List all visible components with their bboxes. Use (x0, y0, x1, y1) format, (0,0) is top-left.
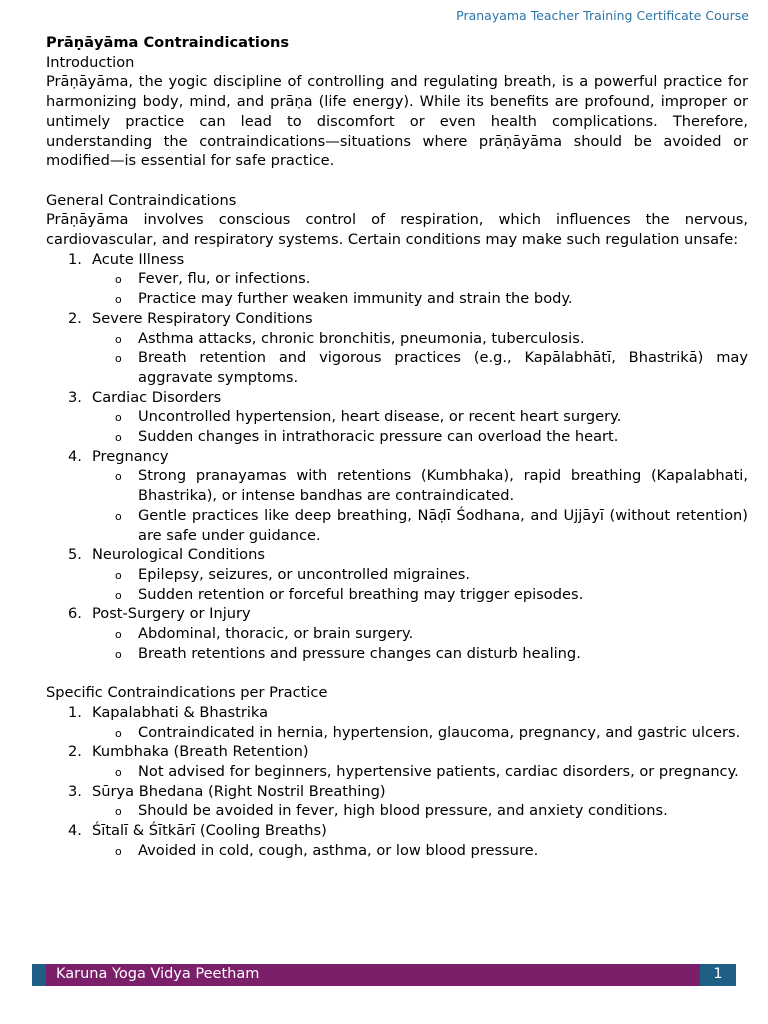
bullet-icon: o (115, 765, 122, 779)
sub-list-item (92, 289, 748, 309)
sub-list (92, 841, 748, 861)
sub-list-text: Epilepsy, seizures, or uncontrolled migraines. (138, 565, 471, 583)
bullet-icon: o (115, 293, 122, 307)
sub-list-item (92, 841, 748, 861)
list-item-number: 1. (68, 250, 82, 268)
list-item-number: 1. (68, 703, 82, 721)
sub-list (92, 723, 748, 743)
sub-list-text: Practice may further weaken immunity and strain the body. (138, 290, 573, 308)
sub-list-item (92, 644, 748, 664)
list-item-number: 3. (68, 782, 82, 800)
intro-paragraph: Prāṇāyāma, the yogic discipline of controlling and regulating breath, is a powerful practice for harmonizing body, mind, and prāṇa (life energy). While its benefits are profound, improper or untimely practice can lead to discomfort or even health complications. Therefore, understanding the contraindications—situations where prāṇāyāma should be avoided or modified—is essential for safe practice. (46, 73, 748, 170)
sub-list-item (92, 466, 748, 505)
sub-list (92, 565, 748, 604)
sub-list (92, 624, 748, 663)
list-item-label: Post-Surgery or Injury (92, 605, 251, 623)
sub-list-item (92, 348, 748, 387)
list-item (46, 703, 748, 742)
list-item-label: Severe Respiratory Conditions (92, 309, 313, 327)
list-item (46, 604, 748, 663)
sub-list-item (92, 801, 748, 821)
list-item-label: Kumbhaka (Breath Retention) (92, 743, 309, 761)
specific-contraindications-list (46, 703, 748, 861)
sub-list-text: Not advised for beginners, hypertensive patients, cardiac disorders, or pregnancy. (138, 762, 739, 780)
intro-heading: Introduction (46, 53, 135, 71)
list-item (46, 447, 748, 546)
sub-list-item (92, 762, 748, 782)
general-contraindications-list (46, 250, 748, 664)
list-item (46, 821, 748, 860)
sub-list-item (92, 624, 748, 644)
sub-list-item (92, 269, 748, 289)
sub-list (92, 407, 748, 446)
list-item-number: 2. (68, 309, 82, 327)
sub-list-text: Asthma attacks, chronic bronchitis, pneumonia, tuberculosis. (138, 329, 585, 347)
bullet-icon: o (115, 726, 122, 740)
bullet-icon: o (115, 273, 122, 287)
list-item-label: Śītalī & Śītkārī (Cooling Breaths) (92, 822, 327, 840)
list-item-label: Cardiac Disorders (92, 388, 222, 406)
list-item (46, 250, 748, 309)
sub-list (92, 466, 748, 545)
list-item-number: 3. (68, 388, 82, 406)
sub-list-item (92, 723, 748, 743)
bullet-icon: o (115, 352, 122, 366)
footer-left-accent (32, 964, 46, 986)
bullet-icon: o (115, 509, 122, 523)
list-item-number: 6. (68, 605, 82, 623)
sub-list-text: Contraindicated in hernia, hypertension, glaucoma, pregnancy, and gastric ulcers. (138, 723, 741, 741)
sub-list-item (92, 329, 748, 349)
footer-organization: Karuna Yoga Vidya Peetham (56, 966, 260, 982)
sub-list-text: Sudden changes in intrathoracic pressure can overload the heart. (138, 428, 619, 446)
sub-list-item (92, 585, 748, 605)
bullet-icon: o (115, 568, 122, 582)
list-item-number: 4. (68, 447, 82, 465)
page-number: 1 (713, 966, 723, 982)
sub-list-text: Should be avoided in fever, high blood pressure, and anxiety conditions. (138, 802, 668, 820)
sub-list-text: Breath retentions and pressure changes can disturb healing. (138, 644, 581, 662)
sub-list-item (92, 506, 748, 545)
bullet-icon: o (115, 332, 122, 346)
list-item (46, 309, 748, 388)
general-heading: General Contraindications (46, 191, 237, 209)
list-item-label: Neurological Conditions (92, 546, 265, 564)
running-header: Pranayama Teacher Training Certificate Course (456, 8, 749, 23)
bullet-icon: o (115, 431, 122, 445)
list-item-label: Sūrya Bhedana (Right Nostril Breathing) (92, 782, 386, 800)
sub-list-item (92, 407, 748, 427)
list-item (46, 742, 748, 781)
bullet-icon: o (115, 805, 122, 819)
sub-list-text: Gentle practices like deep breathing, Nāḍī Śodhana, and Ujjāyī (without retention) are safe under guidance. (138, 506, 748, 544)
sub-list-item (92, 427, 748, 447)
sub-list-text: Abdominal, thoracic, or brain surgery. (138, 625, 414, 643)
bullet-icon: o (115, 844, 122, 858)
sub-list-item (92, 565, 748, 585)
general-paragraph: Prāṇāyāma involves conscious control of respiration, which influences the nervous, cardiovascular, and respiratory systems. Certain conditions may make such regulation unsafe: (46, 211, 748, 249)
list-item (46, 782, 748, 821)
list-item-label: Kapalabhati & Bhastrika (92, 703, 269, 721)
sub-list (92, 269, 748, 308)
list-item-number: 5. (68, 546, 82, 564)
sub-list-text: Uncontrolled hypertension, heart disease, or recent heart surgery. (138, 408, 622, 426)
sub-list-text: Avoided in cold, cough, asthma, or low blood pressure. (138, 841, 539, 859)
sub-list-text: Strong pranayamas with retentions (Kumbhaka), rapid breathing (Kapalabhati, Bhastrika), or intense bandhas are contraindicated. (138, 467, 748, 505)
sub-list-text: Sudden retention or forceful breathing may trigger episodes. (138, 585, 584, 603)
sub-list-text: Breath retention and vigorous practices (e.g., Kapālabhātī, Bhastrikā) may aggravate symptoms. (138, 349, 748, 386)
list-item (46, 388, 748, 447)
sub-list (92, 762, 748, 782)
document-title: Prāṇāyāma Contraindications (46, 34, 290, 51)
list-item-label: Pregnancy (92, 447, 169, 465)
list-item-number: 4. (68, 822, 82, 840)
bullet-icon: o (115, 628, 122, 642)
document-body (46, 33, 748, 861)
bullet-icon: o (115, 470, 122, 484)
sub-list (92, 329, 748, 388)
list-item (46, 545, 748, 604)
list-item-number: 2. (68, 743, 82, 761)
specific-heading: Specific Contraindications per Practice (46, 684, 328, 702)
sub-list (92, 801, 748, 821)
sub-list-text: Fever, flu, or infections. (138, 270, 311, 288)
bullet-icon: o (115, 588, 122, 602)
bullet-icon: o (115, 411, 122, 425)
list-item-label: Acute Illness (92, 250, 185, 268)
bullet-icon: o (115, 647, 122, 661)
